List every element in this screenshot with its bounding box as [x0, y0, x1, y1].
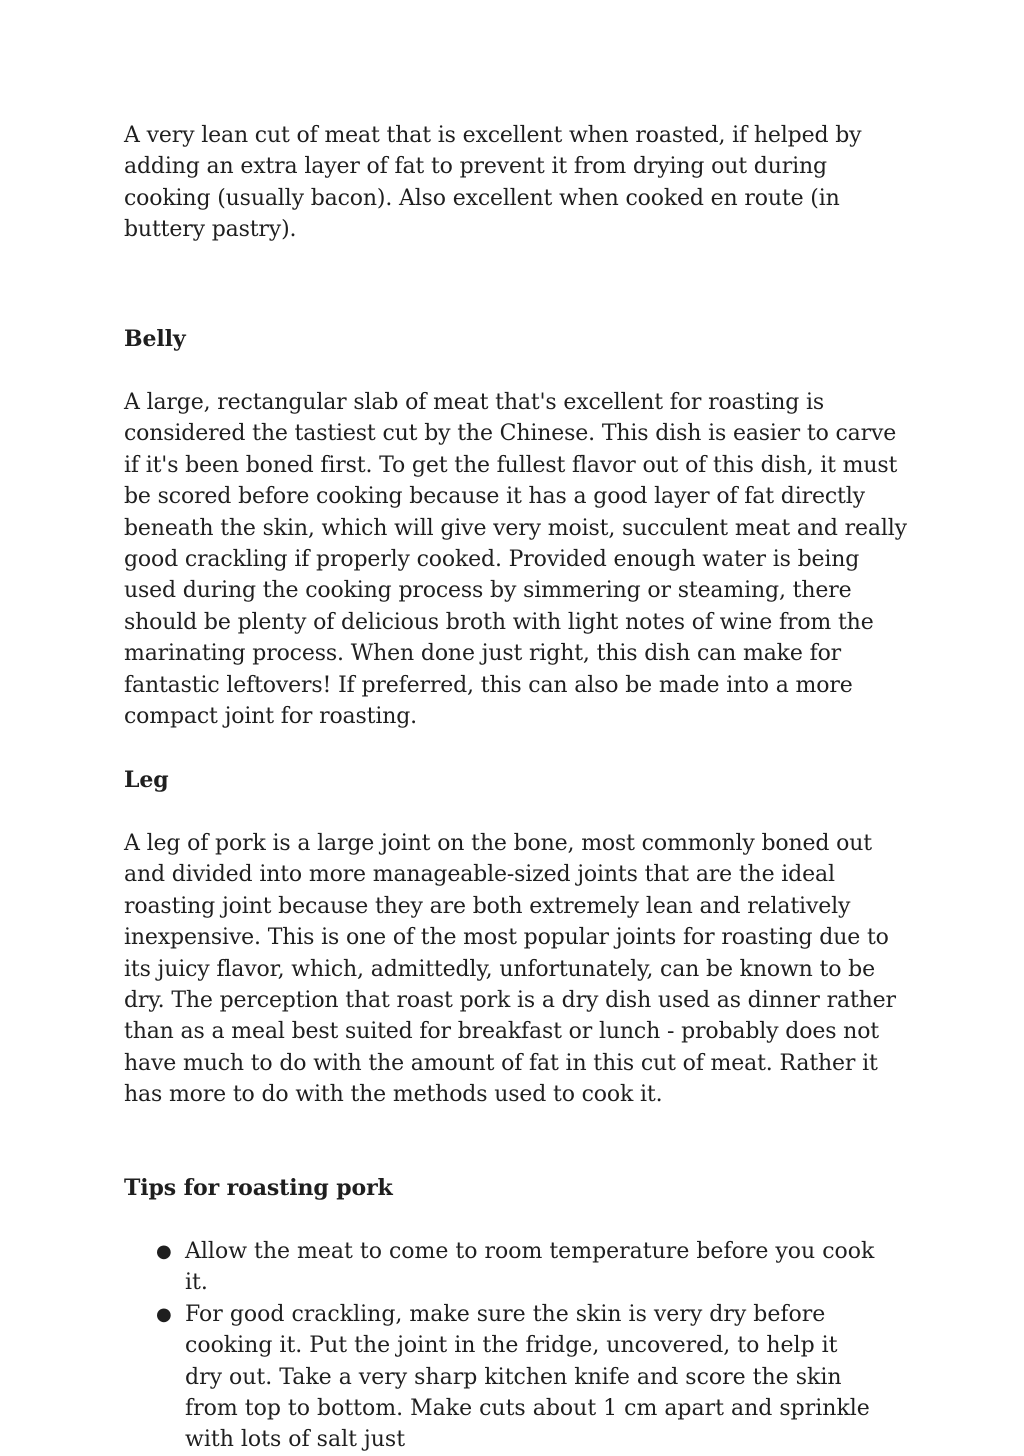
intro-paragraph: A very lean cut of meat that is excellent when roasted, if helped by adding an extra layer of fat to prevent it from drying out during cooking (usually bacon). Also excellent when cooked en route (in buttery pastry). — [124, 123, 862, 243]
belly-paragraph: A large, rectangular slab of meat that's excellent for roasting is considered the tastiest cut by the Chinese. This dish is easier to carve if it's been boned first. To get the fullest flavor out of this dish, it must be scored before cooking because it has a good layer of fat directly beneath the skin, which will give very moist, succulent meat and really good crackling if properly cooked. Provided enough water is being used during the cooking process by simmering or steaming, there should be plenty of delicious broth with light notes of wine from the marinating process. When done just right, this dish can make for fantastic leftovers! If preferred, this can also be made into a more compact joint for roasting. — [124, 390, 907, 730]
leg-heading: Leg — [124, 766, 169, 793]
tip-text: Allow the meat to come to room temperature before you cook it. — [185, 1238, 875, 1296]
tips-heading: Tips for roasting pork — [124, 1174, 393, 1201]
bullet-icon: ● — [156, 1240, 172, 1262]
leg-paragraph: A leg of pork is a large joint on the bone, most commonly boned out and divided into more manageable-sized joints that are the ideal roasting joint because they are both extremely lean and relatively inexpensive. This is one of the most popular joints for roasting due to its juicy flavor, which, admittedly, unfortunately, can be known to be dry. The perception that roast pork is a dry dish used as dinner rather than as a meal best suited for breakfast or lunch - probably does not have much to do with the amount of fat in this cut of meat. Rather it has more to do with the methods used to cook it. — [124, 830, 896, 1108]
tips-list — [124, 1236, 876, 1456]
list-item — [124, 1236, 876, 1299]
list-item — [124, 1299, 876, 1456]
bullet-icon: ● — [156, 1303, 172, 1325]
document-page — [124, 120, 914, 1456]
belly-heading: Belly — [124, 325, 186, 352]
tip-text: For good crackling, make sure the skin is very dry before cooking it. Put the joint in the fridge, uncovered, to help it dry out. Take a very sharp kitchen knife and score the skin from top to bottom. Make cuts about 1 cm apart and sprinkle with lots of salt just — [185, 1301, 870, 1453]
